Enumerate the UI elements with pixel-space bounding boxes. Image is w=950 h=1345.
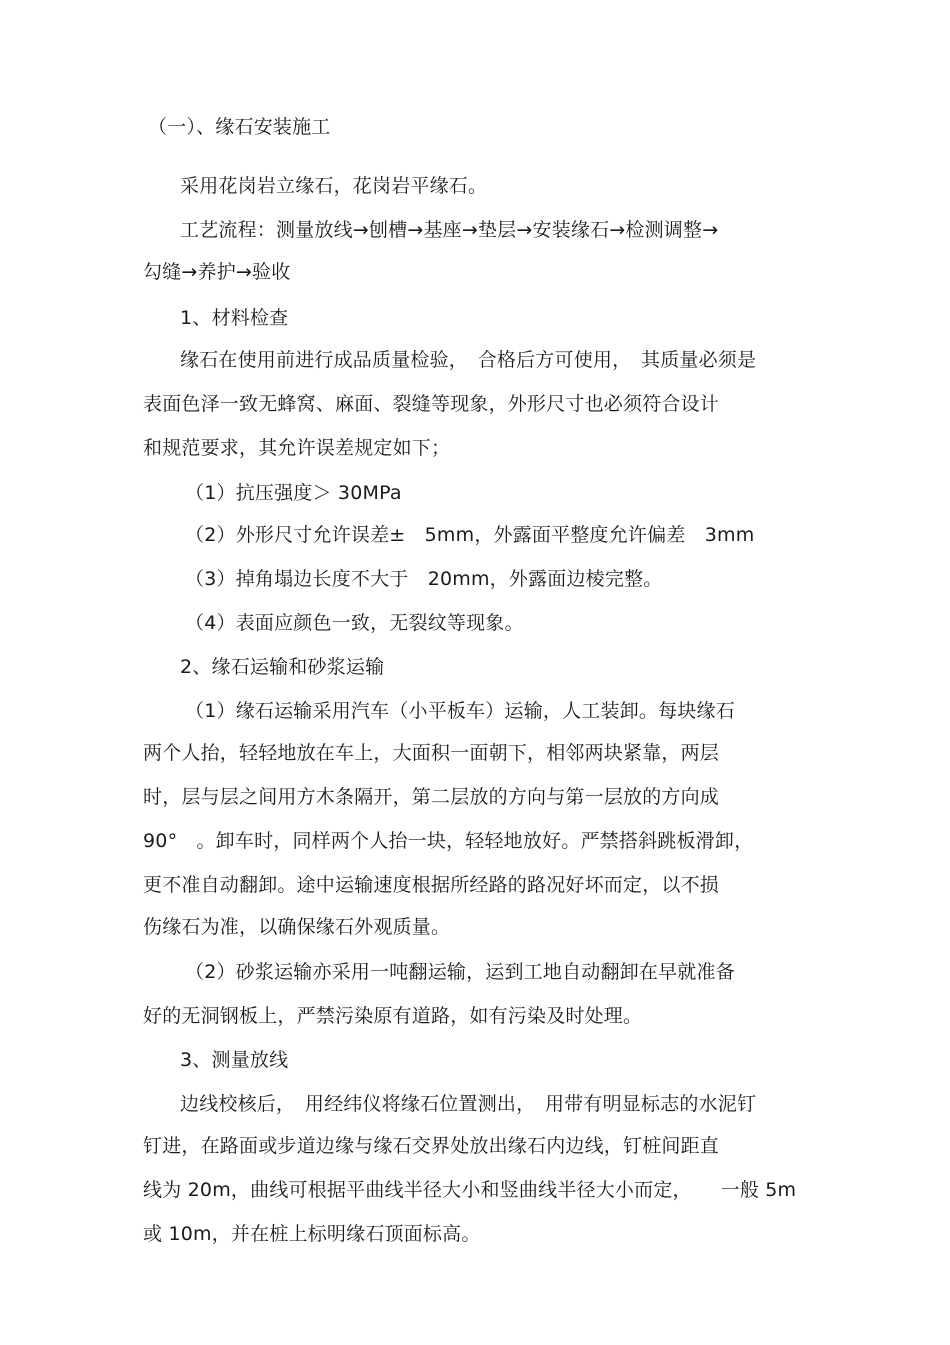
paragraph-line: 钉进，在路面或步道边缘与缘石交界处放出缘石内边线，钉桩间距直 [143,1135,720,1157]
subsection-heading: 1、材料检查 [180,307,289,329]
paragraph-line: 表面色泽一致无蜂窝、麻面、裂缝等现象，外形尺寸也必须符合设计 [143,393,720,415]
subsection-heading: 3、测量放线 [180,1049,289,1071]
section-heading: （一）、缘石安装施工 [148,116,331,138]
paragraph-line: 好的无洞钢板上，严禁污染原有道路，如有污染及时处理。 [143,1005,643,1027]
paragraph-line: 线为 20m，曲线可根据平曲线半径大小和竖曲线半径大小而定， 一般 5m [143,1179,797,1201]
list-item: （2）外形尺寸允许误差± 5mm，外露面平整度允许偏差 3mm [185,524,755,546]
paragraph-line: 工艺流程：测量放线→刨槽→基座→垫层→安装缘石→检测调整→ [180,219,719,241]
paragraph-line: （1）缘石运输采用汽车（小平板车）运输，人工装卸。每块缘石 [185,700,735,722]
paragraph-line: 勾缝→养护→验收 [143,261,291,283]
list-item: （1）抗压强度＞ 30MPa [185,482,402,504]
paragraph-line: 缘石在使用前进行成品质量检验， 合格后方可使用， 其质量必须是 [180,349,757,371]
list-item: （4）表面应颜色一致，无裂纹等现象。 [185,612,524,634]
paragraph-line: 更不准自动翻卸。途中运输速度根据所经路的路况好坏而定，以不损 [143,874,720,896]
paragraph-line: 边线校核后， 用经纬仪将缘石位置测出， 用带有明显标志的水泥钉 [180,1093,757,1115]
paragraph-line: 或 10m，并在桩上标明缘石顶面标高。 [143,1223,481,1245]
subsection-heading: 2、缘石运输和砂浆运输 [180,656,385,678]
paragraph-line: 和规范要求，其允许误差规定如下； [143,437,451,459]
paragraph-line: 伤缘石为准，以确保缘石外观质量。 [143,916,451,938]
paragraph-line: 90° 。卸车时，同样两个人抬一块，轻轻地放好。严禁搭斜跳板滑卸， [143,830,754,852]
paragraph-line: 时，层与层之间用方木条隔开，第二层放的方向与第一层放的方向成 [143,786,720,808]
paragraph-line: （2）砂浆运输亦采用一吨翻运输，运到工地自动翻卸在早就准备 [185,961,735,983]
list-item: （3）掉角塌边长度不大于 20mm，外露面边棱完整。 [185,568,663,590]
paragraph-line: 采用花岗岩立缘石，花岗岩平缘石。 [180,175,488,197]
paragraph-line: 两个人抬，轻轻地放在车上，大面积一面朝下，相邻两块紧靠，两层 [143,742,720,764]
